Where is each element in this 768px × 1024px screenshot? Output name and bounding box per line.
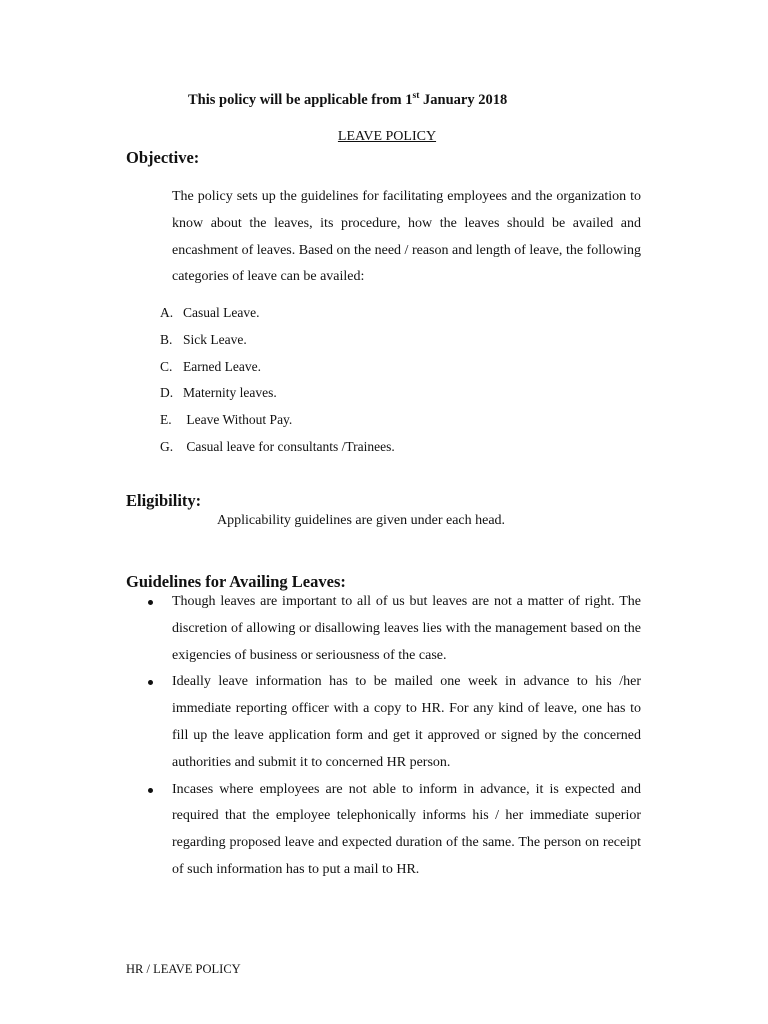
bullet-icon xyxy=(148,680,153,685)
list-item-text: Earned Leave. xyxy=(183,358,261,374)
list-item-marker: A. xyxy=(160,305,174,320)
effective-date-line xyxy=(188,92,507,109)
guidelines-list xyxy=(145,589,641,884)
list-item-text: Casual Leave. xyxy=(183,305,260,320)
list-item-marker: D. xyxy=(160,385,174,401)
list-item-text: Casual leave for consultants /Trainees. xyxy=(183,438,395,454)
effective-date-prefix: This policy will be applicable from 1 xyxy=(188,92,413,108)
list-item-text: Ideally leave information has to be mailed one week in advance to his /her immediate reporting officer with a copy to HR. For any kind of leave, one has to fill up the leave application form and get it approved or signed by the concerned authorities and submit it to concerned HR person. xyxy=(172,674,641,770)
list-item xyxy=(160,380,620,407)
objective-heading: Objective: xyxy=(126,148,200,167)
list-item xyxy=(145,589,641,669)
document-title: LEAVE POLICY xyxy=(337,129,437,144)
list-item-text: Though leaves are important to all of us but leaves are not a matter of right. The discretion of allowing or disallowing leaves lies with the management based on the exigencies of business or seriousness of the case. xyxy=(172,594,641,663)
list-item xyxy=(160,434,620,461)
effective-date-superscript: st xyxy=(412,91,420,101)
list-item-text: Leave Without Pay. xyxy=(183,412,293,428)
list-item-text: Maternity leaves. xyxy=(183,385,277,401)
list-item-text: Sick Leave. xyxy=(183,331,247,347)
list-item xyxy=(160,327,620,354)
list-item-marker: G. xyxy=(160,438,174,454)
list-item xyxy=(160,407,620,434)
leave-category-list xyxy=(160,300,620,461)
list-item xyxy=(160,300,620,327)
page-footer: HR / LEAVE POLICY xyxy=(126,962,241,976)
objective-paragraph: The policy sets up the guidelines for facilitating employees and the organization to know about the leaves, its procedure, how the leaves should be availed and encashment of leaves. Based on the need / reason and length of leave, the following categories of leave can be availed: xyxy=(172,189,641,285)
list-item-marker: C. xyxy=(160,358,173,374)
effective-date-suffix: January 2018 xyxy=(419,92,508,108)
list-item xyxy=(160,354,620,381)
list-item-text: Incases where employees are not able to inform in advance, it is expected and required that the employee telephonically informs his / her immediate superior regarding proposed leave and expected duration of the same. The person on receipt of such information has to put a mail to HR. xyxy=(172,781,641,877)
bullet-icon xyxy=(148,600,153,605)
list-item xyxy=(145,777,641,884)
document-title-row xyxy=(0,129,768,145)
eligibility-text: Applicability guidelines are given under each head. xyxy=(217,513,506,528)
eligibility-heading: Eligibility: xyxy=(126,491,202,510)
list-item-marker: E. xyxy=(160,412,172,428)
list-item-marker: B. xyxy=(160,331,173,347)
guidelines-heading: Guidelines for Availing Leaves: xyxy=(126,572,346,591)
list-item xyxy=(145,669,641,776)
bullet-icon xyxy=(148,788,153,793)
